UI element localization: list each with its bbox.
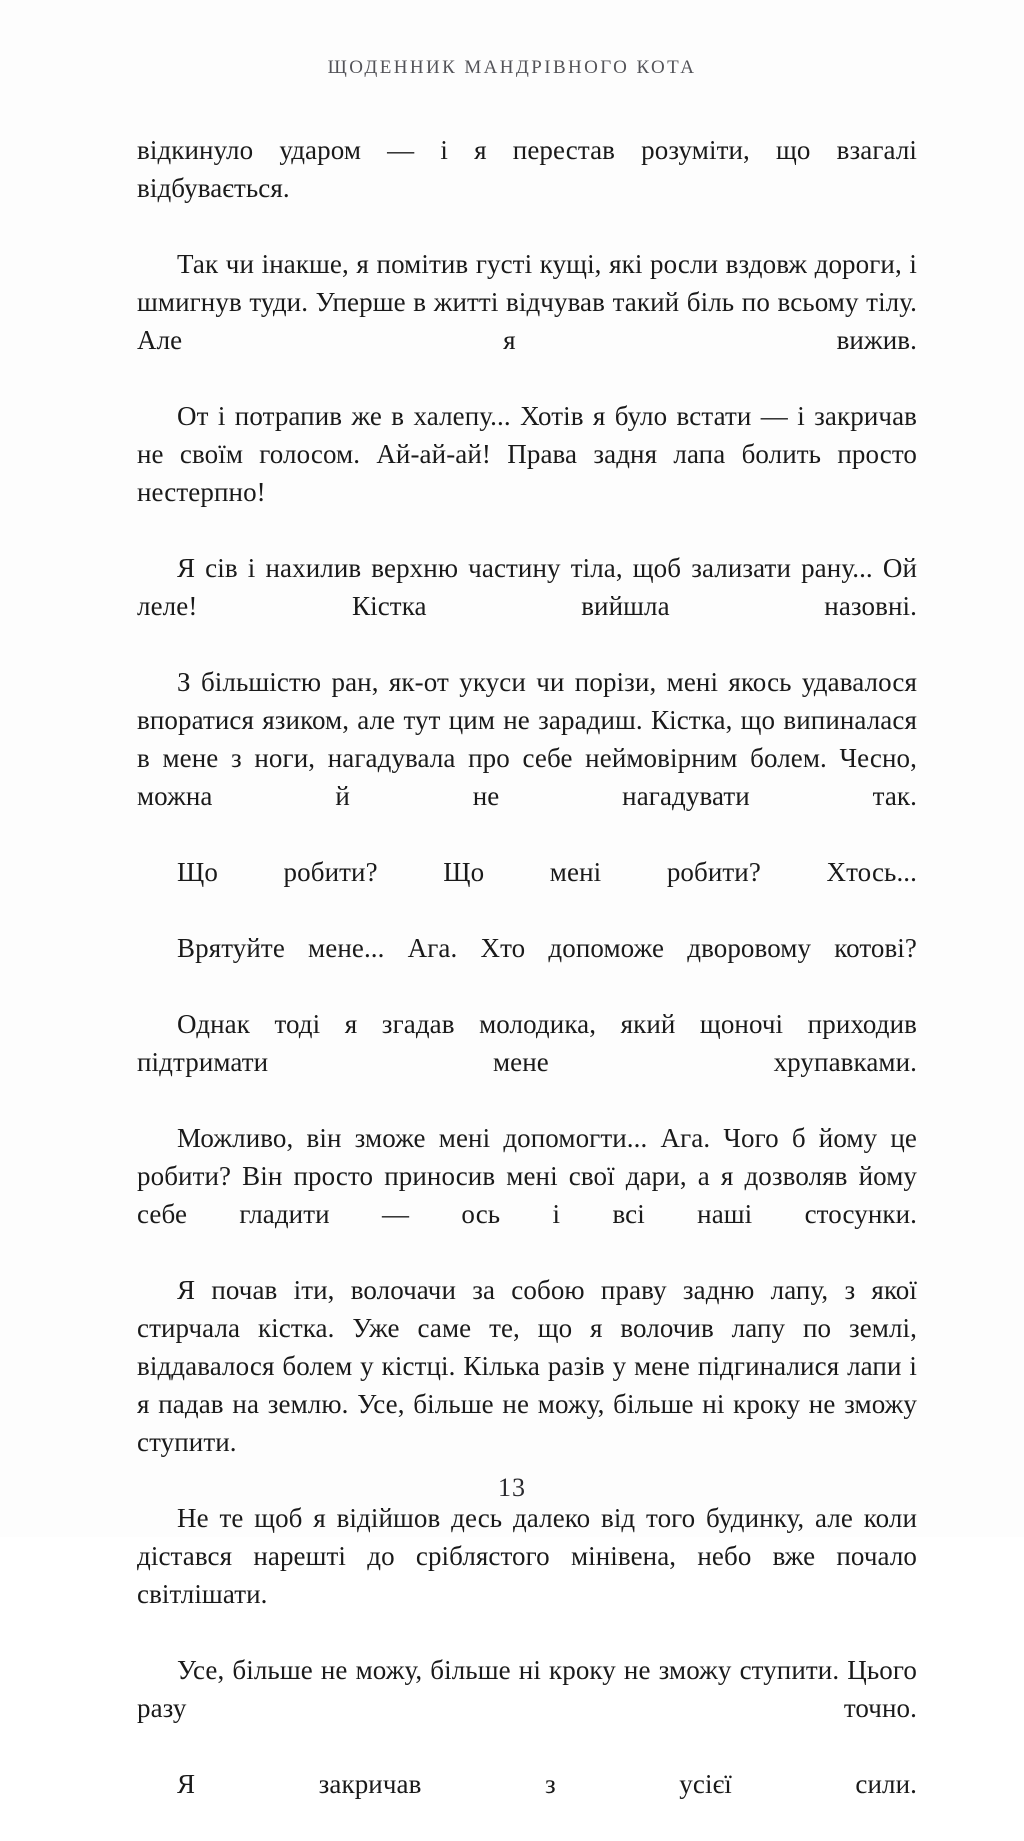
paragraph: Врятуйте мене... Ага. Хто допоможе дворовому котові? (177, 933, 917, 963)
paragraph: Можливо, він зможе мені допомогти... Ага. Чого б йому це робити? Він просто приносив мені свої дари, а я дозволяв йому себе гладити — ось і всі наші стосунки. (137, 1123, 917, 1229)
paragraph: відкинуло ударом — і я перестав розуміти, що взагалі відбувається. (137, 135, 917, 203)
paragraph: Однак тоді я згадав молодика, який щоночі приходив підтримати мене хрупавками. (137, 1009, 917, 1077)
paragraph: Я сів і нахилив верхню частину тіла, щоб зализати рану... Ой леле! Кістка вийшла назовні. (137, 553, 917, 621)
paragraph: От і потрапив же в халепу... Хотів я було встати — і закричав не своїм голосом. Ай-ай-ай! Права задня лапа болить просто нестерпно! (137, 401, 917, 507)
paragraph: Так чи інакше, я помітив густі кущі, які росли вздовж дороги, і шмигнув туди. Уперше в житті відчував такий біль по всьому тілу. Але я вижив. (137, 249, 917, 355)
paragraph: З більшістю ран, як-от укуси чи порізи, мені якось удавалося впоратися язиком, але тут цим не зарадиш. Кістка, що випиналася в мене з ноги, нагадувала про себе неймовірним болем. Чесно, можна й не нагадувати так. (137, 667, 917, 811)
page-number: 13 (498, 1473, 526, 1502)
body-text-block (137, 131, 917, 1841)
paragraph: Я почав іти, волочачи за собою праву задню лапу, з якої стирчала кістка. Уже саме те, що я волочив лапу по землі, віддавалося болем у кістці. Кілька разів у мене підгиналися лапи і я падав на землю. Усе, більше не можу, більше ні кроку не зможу ступити. (137, 1275, 917, 1457)
paragraph: Що робити? Що мені робити? Хтось... (177, 857, 917, 887)
paragraph: Не те щоб я відійшов десь далеко від того будинку, але коли дістався нарешті до сріблястого мінівена, небо вже почало світлішати. (137, 1503, 917, 1609)
running-head: ЩОДЕННИК МАНДРІВНОГО КОТА (327, 57, 697, 78)
paragraph: Усе, більше не можу, більше ні кроку не зможу ступити. Цього разу точно. (137, 1655, 917, 1723)
paragraph: Я закричав з усієї сили. (177, 1769, 917, 1799)
